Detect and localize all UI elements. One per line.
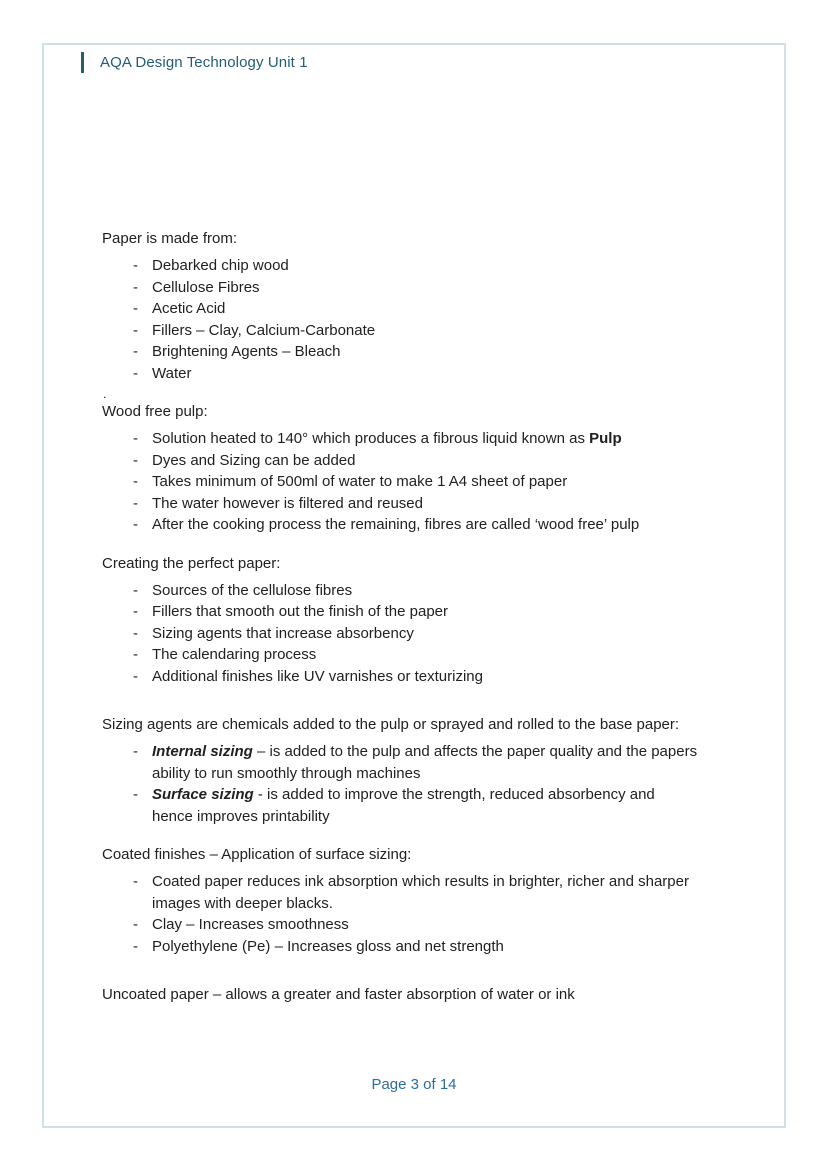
bullet-dash: - <box>133 451 138 469</box>
list-item <box>102 580 698 602</box>
list-item <box>102 514 698 536</box>
list-item <box>102 741 698 784</box>
document-section <box>102 387 698 536</box>
text-run: Debarked chip wood <box>152 257 289 274</box>
document-section <box>102 984 698 1006</box>
emphasized-text: Internal sizing <box>152 743 253 760</box>
text-run: Clay – Increases smoothness <box>152 916 349 933</box>
text-run: Wood free pulp: <box>102 403 208 420</box>
document-body <box>102 228 698 1023</box>
text-run: Uncoated paper – allows a greater and faster absorption of water or ink <box>102 986 575 1003</box>
list-item-text <box>152 936 698 958</box>
list-item-text <box>152 514 698 536</box>
page-number: Page 3 of 14 <box>371 1076 457 1093</box>
list-item-text <box>152 493 698 515</box>
list-item <box>102 914 698 936</box>
text-run: Sources of the cellulose fibres <box>152 581 353 599</box>
text-run: Brightening Agents – Bleach <box>152 343 341 360</box>
bullet-dash: - <box>133 916 138 933</box>
bullet-dash: - <box>133 364 138 382</box>
text-run: Paper is made from: <box>102 230 238 247</box>
bullet-dash: - <box>133 581 138 599</box>
list-item <box>102 623 698 645</box>
list-item-text <box>152 277 698 299</box>
list-item <box>102 936 698 958</box>
bullet-list <box>102 580 698 688</box>
list-item-text <box>152 601 698 623</box>
list-item <box>102 255 698 277</box>
stray-period: . <box>103 387 107 401</box>
list-item <box>102 493 698 515</box>
bullet-dash: - <box>133 667 138 685</box>
document-header <box>81 52 308 73</box>
list-item-text <box>152 580 698 602</box>
text-run: – is added to the pulp and affects the paper quality and the papers ability to run smoothly through machines <box>152 743 698 782</box>
document-section <box>102 228 698 384</box>
list-item <box>102 363 698 385</box>
text-run: Acetic Acid <box>152 300 226 317</box>
emphasized-text: Surface sizing <box>152 786 254 803</box>
bullet-dash: - <box>133 473 138 490</box>
list-item-text <box>152 428 698 450</box>
list-item-text <box>152 644 698 666</box>
bullet-dash: - <box>133 494 138 512</box>
document-section <box>102 553 698 688</box>
bullet-dash: - <box>133 278 138 296</box>
list-item <box>102 644 698 666</box>
list-item-text <box>152 741 698 784</box>
list-item <box>102 277 698 299</box>
list-item-text <box>152 450 698 472</box>
list-item-text <box>152 363 698 385</box>
text-run: Fillers that smooth out the finish of the paper <box>152 603 448 620</box>
text-run: Water <box>152 364 192 382</box>
section-heading <box>102 844 698 866</box>
bullet-dash: - <box>133 603 138 620</box>
section-heading <box>102 401 698 423</box>
list-item <box>102 471 698 493</box>
text-run: Creating the perfect paper: <box>102 554 281 572</box>
bullet-dash: - <box>133 743 138 760</box>
list-item-text <box>152 255 698 277</box>
text-run: Coated paper reduces ink absorption which results in brighter, richer and sharper images with deeper blacks. <box>152 873 689 912</box>
bullet-dash: - <box>133 300 138 317</box>
list-item <box>102 666 698 688</box>
list-item-text <box>152 784 698 827</box>
text-run: Solution heated to 140° which produces a fibrous liquid known as <box>152 430 590 447</box>
emphasized-text: Pulp <box>589 430 622 447</box>
text-run: Cellulose Fibres <box>152 278 260 296</box>
section-heading <box>102 553 698 575</box>
list-item <box>102 320 698 342</box>
list-item <box>102 871 698 914</box>
bullet-list <box>102 255 698 384</box>
bullet-dash: - <box>133 873 138 890</box>
section-heading <box>102 228 698 250</box>
bullet-dash: - <box>133 786 138 803</box>
bullet-dash: - <box>133 257 138 274</box>
list-item-text <box>152 298 698 320</box>
text-run: Dyes and Sizing can be added <box>152 451 356 469</box>
list-item <box>102 450 698 472</box>
list-item-text <box>152 320 698 342</box>
list-item-text <box>152 341 698 363</box>
document-section <box>102 844 698 957</box>
section-heading <box>102 714 698 736</box>
bullet-list <box>102 871 698 957</box>
text-run: Additional finishes like UV varnishes or texturizing <box>152 667 483 685</box>
text-run: Sizing agents that increase absorbency <box>152 624 414 642</box>
text-run: Sizing agents are chemicals added to the pulp or sprayed and rolled to the base paper: <box>102 716 680 733</box>
text-run: After the cooking process the remaining, fibres are called ‘wood free’ pulp <box>152 516 640 533</box>
list-item-text <box>152 666 698 688</box>
list-item <box>102 428 698 450</box>
list-item <box>102 341 698 363</box>
bullet-list <box>102 741 698 827</box>
bullet-dash: - <box>133 343 138 360</box>
text-run: The calendaring process <box>152 646 317 663</box>
list-item-text <box>152 914 698 936</box>
list-item-text <box>152 871 698 914</box>
document-section <box>102 714 698 827</box>
text-run: - is added to improve the strength, reduced absorbency and hence improves printability <box>152 786 655 825</box>
bullet-dash: - <box>133 646 138 663</box>
text-run: The water however is filtered and reused <box>152 494 423 512</box>
bullet-dash: - <box>133 321 138 339</box>
bullet-dash: - <box>133 430 138 447</box>
list-item-text <box>152 471 698 493</box>
bullet-list <box>102 428 698 536</box>
document-page <box>42 43 786 1128</box>
list-item <box>102 601 698 623</box>
list-item-text <box>152 623 698 645</box>
header-accent-bar <box>81 52 84 73</box>
section-heading <box>102 984 698 1006</box>
text-run: Coated finishes – Application of surface sizing: <box>102 846 412 863</box>
text-run: Polyethylene (Pe) – Increases gloss and net strength <box>152 937 504 955</box>
list-item <box>102 298 698 320</box>
bullet-dash: - <box>133 937 138 955</box>
text-run: Takes minimum of 500ml of water to make 1 A4 sheet of paper <box>152 473 568 490</box>
document-title: AQA Design Technology Unit 1 <box>100 54 308 71</box>
list-item <box>102 784 698 827</box>
bullet-dash: - <box>133 624 138 642</box>
bullet-dash: - <box>133 516 138 533</box>
text-run: Fillers – Clay, Calcium-Carbonate <box>152 321 376 339</box>
